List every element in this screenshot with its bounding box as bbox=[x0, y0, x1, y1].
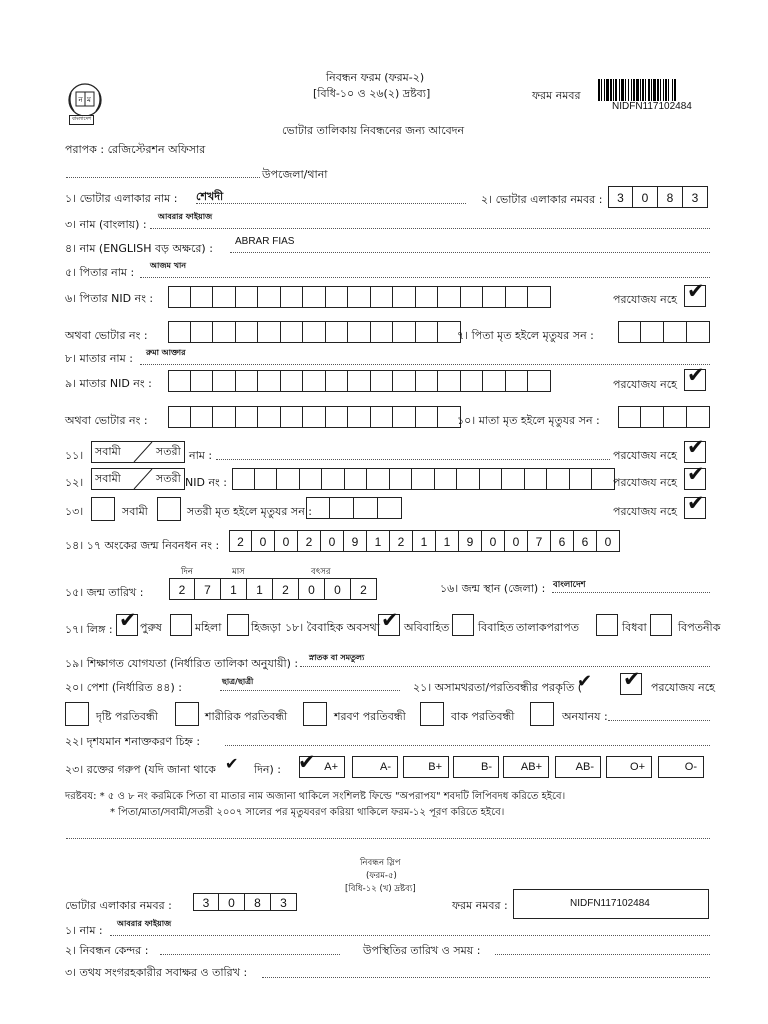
f14-digit-box[interactable]: 0 bbox=[505, 530, 528, 552]
slip-form: (ফরম-৫) bbox=[366, 871, 397, 881]
barcode-bar bbox=[601, 79, 602, 101]
f15-digit-box[interactable]: 7 bbox=[195, 578, 221, 600]
spouse-nid-na-checkbox[interactable]: ✔ bbox=[684, 468, 706, 490]
mother-name-value[interactable]: রুমা আক্তার bbox=[146, 348, 186, 357]
barcode-bar bbox=[613, 79, 614, 101]
voter-area-name-label: ১। ভোটার এলাকার নাম : bbox=[65, 192, 178, 205]
f12-digit-box[interactable] bbox=[412, 468, 435, 490]
widow-label: বিধবা bbox=[622, 621, 647, 634]
father-voter-no-boxes[interactable] bbox=[168, 321, 461, 343]
f6-digit-box[interactable] bbox=[438, 286, 461, 308]
barcode-bar bbox=[606, 79, 609, 101]
day-caption: দিন bbox=[181, 567, 193, 577]
birth-reg-label: ১৪। ১৭ অংকের জন্ম নিবনধন নং : bbox=[65, 539, 220, 552]
male-checkbox[interactable]: ✔ bbox=[116, 614, 138, 636]
f6-digit-box[interactable] bbox=[191, 286, 214, 308]
upazila-label: উপজেলা/থানা bbox=[262, 168, 328, 181]
f15-digit-box[interactable]: 0 bbox=[299, 578, 325, 600]
hijra-checkbox[interactable] bbox=[227, 614, 249, 636]
barcode-bar bbox=[648, 79, 650, 101]
vision-checkbox[interactable] bbox=[65, 702, 89, 726]
physical-checkbox[interactable] bbox=[175, 702, 199, 726]
blood-group-option[interactable] bbox=[503, 756, 549, 778]
slip-area-number-label: ভোটার এলাকার নমবর : bbox=[65, 899, 172, 912]
f9-digit-box[interactable] bbox=[303, 370, 326, 392]
f10-digit-box[interactable] bbox=[618, 406, 641, 428]
mother-nid-na-checkbox[interactable]: ✔ bbox=[684, 369, 706, 391]
f9b-digit-box[interactable] bbox=[326, 406, 349, 428]
f6-digit-box[interactable] bbox=[371, 286, 394, 308]
f7-digit-box[interactable] bbox=[687, 321, 710, 343]
f6b-digit-box[interactable] bbox=[281, 321, 304, 343]
f14-digit-box[interactable]: 2 bbox=[229, 530, 252, 552]
barcode-bar bbox=[660, 79, 661, 101]
f15-digit-box[interactable]: 2 bbox=[273, 578, 299, 600]
female-checkbox[interactable] bbox=[170, 614, 192, 636]
f9b-digit-box[interactable] bbox=[236, 406, 259, 428]
f14-digit-box[interactable]: 2 bbox=[298, 530, 321, 552]
f12-digit-box[interactable] bbox=[232, 468, 255, 490]
f15-digit-box[interactable]: 1 bbox=[221, 578, 247, 600]
svg-text:ন: ন bbox=[78, 96, 83, 104]
f14-digit-box[interactable]: 2 bbox=[390, 530, 413, 552]
barcode-bar bbox=[615, 79, 617, 101]
f12-digit-box[interactable] bbox=[390, 468, 413, 490]
divorced-checkbox[interactable] bbox=[596, 614, 618, 636]
f9-digit-box[interactable] bbox=[168, 370, 191, 392]
blood-group-text: O- bbox=[684, 761, 697, 773]
barcode-bar bbox=[653, 79, 656, 101]
barcode bbox=[598, 79, 714, 101]
barcode-bar bbox=[651, 79, 652, 101]
f2-digit-box[interactable]: 3 bbox=[683, 186, 708, 208]
married-label: বিবাহিত bbox=[478, 621, 514, 634]
f6-digit-box[interactable] bbox=[236, 286, 259, 308]
hijra-label: হিজড়া bbox=[251, 621, 281, 634]
f6-digit-box[interactable] bbox=[393, 286, 416, 308]
barcode-bar bbox=[633, 79, 635, 101]
mother-voter-no-label: অথবা ভোটার নং : bbox=[65, 414, 148, 427]
f9b-digit-box[interactable] bbox=[281, 406, 304, 428]
f9b-digit-box[interactable] bbox=[393, 406, 416, 428]
female-label: মহিলা bbox=[195, 621, 222, 634]
mother-death-label: ১০। মাতা মৃত হইলে মৃতুযর সন : bbox=[457, 414, 600, 427]
f9-digit-box[interactable] bbox=[506, 370, 529, 392]
husband-label-13: সবামী bbox=[122, 505, 148, 518]
f6-digit-box[interactable] bbox=[303, 286, 326, 308]
barcode-bar bbox=[642, 79, 644, 101]
f12-digit-box[interactable] bbox=[547, 468, 570, 490]
spouse-name-label-num: ১১। bbox=[65, 449, 84, 462]
disability-na-checkbox[interactable]: ✔ bbox=[620, 673, 642, 695]
f9b-digit-box[interactable] bbox=[213, 406, 236, 428]
father-nid-label: ৬। পিতার NID নং : bbox=[65, 292, 154, 305]
f13-digit-box[interactable] bbox=[378, 497, 402, 519]
birth-place-label: ১৬। জন্ম স্থান (জেলা) : bbox=[440, 582, 546, 595]
mother-death-year-boxes[interactable] bbox=[618, 406, 710, 428]
husband-checkbox-13[interactable] bbox=[91, 497, 115, 521]
f13-digit-box[interactable] bbox=[330, 497, 354, 519]
barcode-bar bbox=[610, 79, 612, 101]
recipient: পরাপক : রেজিস্টেরশন অফিসার bbox=[65, 143, 206, 156]
f12-digit-box[interactable] bbox=[457, 468, 480, 490]
f14-digit-box[interactable]: 0 bbox=[321, 530, 344, 552]
spouse-nid-boxes[interactable] bbox=[232, 468, 615, 490]
f14-digit-box[interactable]: 7 bbox=[528, 530, 551, 552]
spouse-death-label-num: ১৩। bbox=[65, 505, 84, 518]
other-label: অনযানয : bbox=[562, 710, 608, 723]
f12-digit-box[interactable] bbox=[322, 468, 345, 490]
spouse-nid-label-num: ১২। bbox=[65, 476, 84, 489]
f14-digit-box[interactable]: 0 bbox=[482, 530, 505, 552]
slipArea-digit-box[interactable]: 0 bbox=[219, 893, 245, 911]
f2-digit-box[interactable]: 3 bbox=[608, 186, 633, 208]
birth-reg-boxes[interactable] bbox=[229, 530, 620, 552]
slip-presence-label: উপস্থিতির তারিখ ও সময় : bbox=[363, 944, 481, 957]
hearing-checkbox[interactable] bbox=[303, 702, 327, 726]
mother-nid-label: ৯। মাতার NID নং : bbox=[65, 377, 152, 390]
f14-digit-box[interactable]: 1 bbox=[413, 530, 436, 552]
emblem bbox=[64, 81, 106, 123]
f7-digit-box[interactable] bbox=[618, 321, 641, 343]
note-1: দরষ্টবয: * ৫ ও ৮ নং করমিকে পিতা বা মাতার নাম অজানা থাকিলে সংশিলষ্ট ফিল্ডে "অপরাপয" শবদটি লিপিবদধ করিতে হইবে। bbox=[65, 791, 566, 802]
blood-group-option[interactable] bbox=[403, 756, 449, 778]
f13-digit-box[interactable] bbox=[306, 497, 330, 519]
disability-na-label: পরযোজয নহে bbox=[651, 681, 715, 694]
barcode-bar bbox=[657, 79, 659, 101]
f6-digit-box[interactable] bbox=[528, 286, 551, 308]
mother-name-label: ৮। মাতার নাম : bbox=[65, 352, 133, 365]
marital-status-label: ১৮। বৈবাহিক অবসথা bbox=[285, 621, 380, 634]
f10-digit-box[interactable] bbox=[641, 406, 664, 428]
father-death-year-boxes[interactable] bbox=[618, 321, 710, 343]
f6b-digit-box[interactable] bbox=[371, 321, 394, 343]
unmarried-label: অবিবাহিত bbox=[404, 621, 450, 634]
f12-digit-box[interactable] bbox=[570, 468, 593, 490]
unmarried-checkbox[interactable]: ✔ bbox=[378, 614, 400, 636]
f9-digit-box[interactable] bbox=[191, 370, 214, 392]
na-label-11: পরযোজয নহে bbox=[613, 449, 677, 462]
speech-label: বাক পরতিবন্ধী bbox=[451, 710, 515, 723]
husband-label-11: সবামী bbox=[95, 445, 121, 458]
f2-digit-box[interactable]: 0 bbox=[633, 186, 658, 208]
spouse-death-na-checkbox[interactable]: ✔ bbox=[684, 497, 706, 519]
widower-label: বিপতনীক bbox=[678, 621, 721, 634]
na-label-9: পরযোজয নহে bbox=[613, 378, 677, 391]
divorced-label: তালাকপরাপত bbox=[516, 621, 579, 634]
slip-form-number: NIDFN117102484 bbox=[570, 898, 650, 909]
barcode-bar bbox=[625, 79, 626, 101]
barcode-bar bbox=[636, 79, 639, 101]
f9-digit-box[interactable] bbox=[348, 370, 371, 392]
slip-collector-label: ৩। তথয সংগরহকারীর সবাক্ষর ও তারিখ : bbox=[65, 966, 248, 979]
barcode-bar bbox=[663, 79, 664, 101]
occupation-label: ২০। পেশা (নির্ধারিত ৪৪) : bbox=[65, 681, 182, 694]
f14-digit-box[interactable]: 6 bbox=[551, 530, 574, 552]
barcode-bar bbox=[674, 79, 676, 101]
na-label-12: পরযোজয নহে bbox=[613, 476, 677, 489]
f14-digit-box[interactable]: 9 bbox=[459, 530, 482, 552]
f12-digit-box[interactable] bbox=[592, 468, 615, 490]
voter-area-number-label: ২। ভোটার এলাকার নমবর : bbox=[481, 193, 603, 206]
f6b-digit-box[interactable] bbox=[348, 321, 371, 343]
birth-place-value[interactable]: বাংলাদেশ bbox=[553, 580, 586, 590]
barcode-bar bbox=[665, 79, 667, 101]
vision-label: দৃষ্টি পরতিবন্ধী bbox=[96, 710, 158, 723]
blood-group-option[interactable] bbox=[606, 756, 652, 778]
f14-digit-box[interactable]: 0 bbox=[597, 530, 620, 552]
f9-digit-box[interactable] bbox=[371, 370, 394, 392]
husband-label-12: সবামী bbox=[95, 472, 121, 485]
f6b-digit-box[interactable] bbox=[213, 321, 236, 343]
f2-digit-box[interactable]: 8 bbox=[658, 186, 683, 208]
voter-area-number-boxes[interactable] bbox=[608, 186, 708, 208]
father-voter-no-label: অথবা ভোটার নং : bbox=[65, 329, 148, 342]
form-heading: ভোটার তালিকায় নিবন্ধনের জন্য আবেদন bbox=[282, 124, 465, 137]
emblem-text: বাংলাদেশ bbox=[69, 115, 94, 125]
f9-digit-box[interactable] bbox=[416, 370, 439, 392]
male-label: পুরুষ bbox=[140, 621, 162, 634]
f6-digit-box[interactable] bbox=[416, 286, 439, 308]
f9-digit-box[interactable] bbox=[461, 370, 484, 392]
wife-death-label: সতরী মৃত হইলে মৃতুযর সন : bbox=[187, 505, 312, 518]
slip-rule: [বিধি-১২ (খ) দ্রষ্টব্য] bbox=[345, 884, 416, 894]
slipArea-digit-box[interactable]: 3 bbox=[193, 893, 219, 911]
barcode-bar bbox=[645, 79, 646, 101]
f7-digit-box[interactable] bbox=[664, 321, 687, 343]
f14-digit-box[interactable]: 0 bbox=[275, 530, 298, 552]
f15-digit-box[interactable]: 1 bbox=[247, 578, 273, 600]
barcode-bar bbox=[640, 79, 641, 101]
barcode-bar bbox=[621, 79, 624, 101]
month-caption: মাস bbox=[232, 567, 245, 577]
f6-digit-box[interactable] bbox=[348, 286, 371, 308]
slipArea-digit-box[interactable]: 8 bbox=[245, 893, 271, 911]
disability-tick: ✔ bbox=[577, 671, 593, 692]
f6b-digit-box[interactable] bbox=[191, 321, 214, 343]
spouse-nid-suffix: NID নং : bbox=[185, 476, 227, 489]
widow-checkbox[interactable] bbox=[650, 614, 672, 636]
mother-voter-no-boxes[interactable] bbox=[168, 406, 461, 428]
form-number-label: ফরম নমবর bbox=[532, 89, 581, 102]
spouse-name-na-checkbox[interactable]: ✔ bbox=[684, 441, 706, 463]
barcode-bar bbox=[604, 79, 605, 101]
barcode-bar bbox=[628, 79, 629, 101]
f9b-digit-box[interactable] bbox=[258, 406, 281, 428]
name-english-label: ৪। নাম (ENGLISH বড় অক্ষরে) : bbox=[65, 242, 213, 255]
slip-form-number-label: ফরম নমবর : bbox=[452, 899, 508, 912]
blood-group-option[interactable] bbox=[352, 756, 398, 778]
form-title: নিবন্ধন ফরম (ফরম-২) bbox=[326, 71, 425, 84]
f6-digit-box[interactable] bbox=[506, 286, 529, 308]
f14-digit-box[interactable]: 0 bbox=[252, 530, 275, 552]
blood-group-option[interactable] bbox=[555, 756, 601, 778]
f12-digit-box[interactable] bbox=[435, 468, 458, 490]
blood-group-text: AB+ bbox=[520, 761, 542, 773]
married-checkbox[interactable] bbox=[452, 614, 474, 636]
f13-digit-box[interactable] bbox=[354, 497, 378, 519]
blood-group-text: A+ bbox=[324, 761, 338, 773]
f6-digit-box[interactable] bbox=[483, 286, 506, 308]
f12-digit-box[interactable] bbox=[480, 468, 503, 490]
svg-text:ম: ম bbox=[87, 96, 91, 104]
blood-group-text: A- bbox=[380, 761, 391, 773]
f14-digit-box[interactable]: 9 bbox=[344, 530, 367, 552]
f6-digit-box[interactable] bbox=[326, 286, 349, 308]
f9b-digit-box[interactable] bbox=[371, 406, 394, 428]
disability-label: ২১। অসামথরতা/পরতিবন্ধীর পরকৃতি ( bbox=[413, 681, 582, 694]
form-number: NIDFN117102484 bbox=[612, 101, 692, 112]
f6b-digit-box[interactable] bbox=[258, 321, 281, 343]
slipArea-digit-box[interactable]: 3 bbox=[271, 893, 297, 911]
f14-digit-box[interactable]: 1 bbox=[367, 530, 390, 552]
f6b-digit-box[interactable] bbox=[303, 321, 326, 343]
slip-center-label: ২। নিবন্ধন কেন্দর : bbox=[65, 944, 149, 957]
spouse-death-year-boxes[interactable] bbox=[306, 497, 402, 519]
name-bangla-value[interactable]: আবরার ফাইয়াজ bbox=[158, 212, 213, 221]
f9-digit-box[interactable] bbox=[393, 370, 416, 392]
f12-digit-box[interactable] bbox=[345, 468, 368, 490]
f6-digit-box[interactable] bbox=[281, 286, 304, 308]
f15-digit-box[interactable]: 2 bbox=[169, 578, 195, 600]
f9-digit-box[interactable] bbox=[483, 370, 506, 392]
f9-digit-box[interactable] bbox=[281, 370, 304, 392]
rule-reference: [বিধি-১০ ও ২৬(২) দ্রষ্টব্য] bbox=[313, 87, 431, 100]
blood-group-text: O+ bbox=[630, 761, 645, 773]
father-nid-boxes[interactable] bbox=[168, 286, 551, 308]
other-checkbox[interactable] bbox=[530, 702, 554, 726]
slip-name-value[interactable]: আবরার ফাইয়াজ bbox=[117, 919, 172, 928]
f9b-digit-box[interactable] bbox=[348, 406, 371, 428]
occupation-value[interactable]: ছাত্র/ছাত্রী bbox=[222, 677, 254, 686]
f14-digit-box[interactable]: 6 bbox=[574, 530, 597, 552]
blood-group-label: ২৩। রক্তের গরুপ (যদি জানা থাকে bbox=[65, 763, 216, 776]
wife-label-11: সতরী bbox=[156, 445, 181, 458]
f9-digit-box[interactable] bbox=[528, 370, 551, 392]
f6-digit-box[interactable] bbox=[168, 286, 191, 308]
na-label-13: পরযোজয নহে bbox=[613, 505, 677, 518]
barcode-bar bbox=[672, 79, 673, 101]
f10-digit-box[interactable] bbox=[664, 406, 687, 428]
gender-label: ১৭। লিঙ্গ : bbox=[65, 623, 113, 636]
wife-label-12: সতরী bbox=[156, 472, 181, 485]
f12-digit-box[interactable] bbox=[255, 468, 278, 490]
slip-name-label: ১। নাম : bbox=[65, 924, 103, 937]
f12-digit-box[interactable] bbox=[367, 468, 390, 490]
father-name-label: ৫। পিতার নাম : bbox=[65, 266, 135, 279]
f6b-digit-box[interactable] bbox=[416, 321, 439, 343]
f7-digit-box[interactable] bbox=[641, 321, 664, 343]
father-name-value[interactable]: আজম খান bbox=[150, 261, 187, 270]
blood-group-option[interactable] bbox=[453, 756, 499, 778]
f9b-digit-box[interactable] bbox=[191, 406, 214, 428]
f6-digit-box[interactable] bbox=[213, 286, 236, 308]
barcode-bar bbox=[631, 79, 632, 101]
blood-group-text: AB- bbox=[575, 761, 594, 773]
voter-area-name-value: শেখদী bbox=[196, 190, 224, 203]
f15-digit-box[interactable]: 0 bbox=[325, 578, 351, 600]
education-value[interactable]: স্নাতক বা সমতুল্য bbox=[309, 653, 365, 662]
f6-digit-box[interactable] bbox=[461, 286, 484, 308]
f6b-digit-box[interactable] bbox=[236, 321, 259, 343]
blood-group-text: B+ bbox=[428, 761, 442, 773]
f6b-digit-box[interactable] bbox=[393, 321, 416, 343]
f6b-digit-box[interactable] bbox=[326, 321, 349, 343]
birth-date-label: ১৫। জন্ম তারিখ : bbox=[65, 586, 144, 599]
f6b-digit-box[interactable] bbox=[168, 321, 191, 343]
education-label: ১৯। শিক্ষাগত যোগযতা (নির্ধারিত তালিকা অনুযায়ী) : bbox=[65, 657, 299, 670]
f10-digit-box[interactable] bbox=[687, 406, 710, 428]
barcode-bar bbox=[668, 79, 669, 101]
spouse-name-suffix: নাম : bbox=[189, 449, 213, 462]
f9-digit-box[interactable] bbox=[213, 370, 236, 392]
f12-digit-box[interactable] bbox=[525, 468, 548, 490]
f6-digit-box[interactable] bbox=[258, 286, 281, 308]
na-label-6: পরযোজয নহে bbox=[613, 293, 677, 306]
speech-checkbox[interactable] bbox=[420, 702, 444, 726]
f14-digit-box[interactable]: 1 bbox=[436, 530, 459, 552]
barcode-bar bbox=[619, 79, 620, 101]
barcode-bar bbox=[598, 79, 600, 101]
slip-area-number-boxes[interactable] bbox=[193, 893, 297, 911]
year-caption: বৎসর bbox=[311, 567, 331, 577]
note-2: * পিতা/মাতা/সবামী/সতরী ২০০৭ সালের পর মৃতুযবরণ করিয়া থাকিলে ফরম-১২ পূরণ করিতে হইবে। bbox=[110, 807, 505, 818]
f9-digit-box[interactable] bbox=[438, 370, 461, 392]
hearing-label: শরবণ পরতিবন্ধী bbox=[334, 710, 406, 723]
blood-group-selected-tick: ✔ bbox=[298, 750, 316, 774]
name-english-value[interactable]: ABRAR FIAS bbox=[235, 236, 295, 247]
f9b-digit-box[interactable] bbox=[303, 406, 326, 428]
f12-digit-box[interactable] bbox=[277, 468, 300, 490]
f9b-digit-box[interactable] bbox=[168, 406, 191, 428]
blood-group-suffix: দিন) : bbox=[254, 763, 281, 776]
f9-digit-box[interactable] bbox=[236, 370, 259, 392]
blood-group-option[interactable] bbox=[658, 756, 704, 778]
identification-mark-label: ২২। দৃশযমান শনাক্তকরণ চিহ্ন : bbox=[65, 735, 201, 748]
f9-digit-box[interactable] bbox=[258, 370, 281, 392]
father-nid-na-checkbox[interactable]: ✔ bbox=[684, 285, 706, 307]
f12-digit-box[interactable] bbox=[300, 468, 323, 490]
f15-digit-box[interactable]: 2 bbox=[351, 578, 377, 600]
f9b-digit-box[interactable] bbox=[416, 406, 439, 428]
father-death-label: ৭। পিতা মৃত হইলে মৃতুযর সন : bbox=[457, 329, 594, 342]
wife-checkbox-13[interactable] bbox=[157, 497, 181, 521]
blood-group-text: B- bbox=[481, 761, 492, 773]
physical-label: শারীরিক পরতিবন্ধী bbox=[205, 710, 288, 723]
slip-title: নিবন্ধন স্লিপ bbox=[360, 858, 401, 868]
f12-digit-box[interactable] bbox=[502, 468, 525, 490]
f9-digit-box[interactable] bbox=[326, 370, 349, 392]
birth-date-boxes[interactable] bbox=[169, 578, 377, 600]
name-bangla-label: ৩। নাম (বাংলায়) : bbox=[65, 218, 147, 231]
mother-nid-boxes[interactable] bbox=[168, 370, 551, 392]
blood-group-tick: ✔ bbox=[225, 754, 239, 773]
